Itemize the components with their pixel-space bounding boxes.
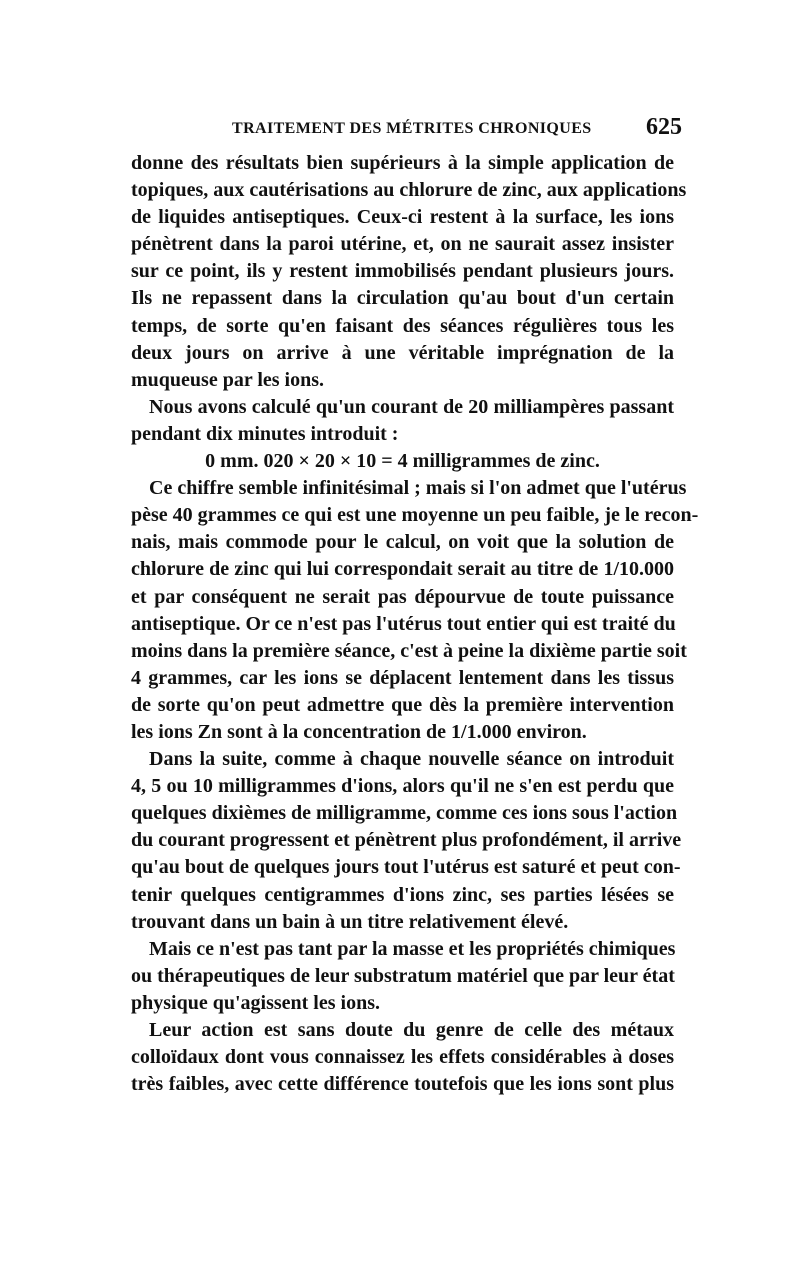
text-line: pénètrent dans la paroi utérine, et, on ne saurait assez insister xyxy=(131,233,674,256)
text-line: tenir quelques centigrammes d'ions zinc, ses parties lésées se xyxy=(131,883,674,906)
text-line: et par conséquent ne serait pas dépourvue de toute puissance xyxy=(131,585,674,608)
text-line: pendant dix minutes introduit : xyxy=(131,422,399,445)
text-line: donne des résultats bien supérieurs à la simple application de xyxy=(131,152,674,174)
text-line: temps, de sorte qu'en faisant des séances régulières tous les xyxy=(131,314,674,337)
running-head xyxy=(232,114,682,146)
text-line: ou thérapeutiques de leur substratum matériel que par leur état xyxy=(131,964,675,987)
text-line: nais, mais commode pour le calcul, on voit que la solution de xyxy=(131,531,674,554)
text-line: Ce chiffre semble infinitésimal ; mais si l'on admet que l'utérus xyxy=(149,477,687,500)
running-title: TRAITEMENT DES MÉTRITES CHRONIQUES xyxy=(232,120,592,137)
text-line: moins dans la première séance, c'est à peine la dixième partie soit xyxy=(131,639,687,662)
text-line: qu'au bout de quelques jours tout l'utérus est saturé et peut con- xyxy=(131,856,681,879)
text-line: très faibles, avec cette différence toutefois que les ions sont plus xyxy=(131,1073,674,1096)
text-line: Ils ne repassent dans la circulation qu'au bout d'un certain xyxy=(131,287,674,310)
text-line: deux jours on arrive à une véritable imprégnation de la xyxy=(131,341,674,364)
text-line: muqueuse par les ions. xyxy=(131,368,325,391)
text-line: Dans la suite, comme à chaque nouvelle séance on introduit xyxy=(149,748,674,771)
text-line: colloïdaux dont vous connaissez les effets considérables à doses xyxy=(131,1046,674,1069)
text-line: physique qu'agissent les ions. xyxy=(131,991,380,1014)
text-line: de liquides antiseptiques. Ceux-ci restent à la surface, les ions xyxy=(131,206,674,229)
text-line: chlorure de zinc qui lui correspondait serait au titre de 1/10.000 xyxy=(131,558,674,581)
text-line: topiques, aux cautérisations au chlorure de zinc, aux applications xyxy=(131,179,687,202)
page-number: 625 xyxy=(646,114,682,140)
text-line: les ions Zn sont à la concentration de 1/1.000 environ. xyxy=(131,720,587,743)
text-line: quelques dixièmes de milligramme, comme ces ions sous l'action xyxy=(131,802,678,825)
text-line: du courant progressent et pénètrent plus profondément, il arrive xyxy=(131,829,682,852)
text-line: sur ce point, ils y restent immobilisés pendant plusieurs jours. xyxy=(131,260,674,283)
text-line: antiseptique. Or ce n'est pas l'utérus tout entier qui est traité du xyxy=(131,612,676,635)
text-line: 0 mm. 020 × 20 × 10 = 4 milligrammes de zinc. xyxy=(205,450,600,473)
text-line: 4, 5 ou 10 milligrammes d'ions, alors qu'il ne s'en est perdu que xyxy=(131,775,674,798)
text-line: de sorte qu'on peut admettre que dès la première intervention xyxy=(131,693,674,716)
text-line: Leur action est sans doute du genre de celle des métaux xyxy=(149,1019,674,1041)
body-text xyxy=(131,150,699,1098)
text-line: Nous avons calculé qu'un courant de 20 milliampères passant xyxy=(149,395,674,418)
text-line: 4 grammes, car les ions se déplacent lentement dans les tissus xyxy=(131,666,674,689)
text-line: trouvant dans un bain à un titre relativement élevé. xyxy=(131,910,569,933)
text-line: pèse 40 grammes ce qui est une moyenne un peu faible, je le recon- xyxy=(131,504,699,527)
text-line: Mais ce n'est pas tant par la masse et les propriétés chimiques xyxy=(149,937,676,960)
